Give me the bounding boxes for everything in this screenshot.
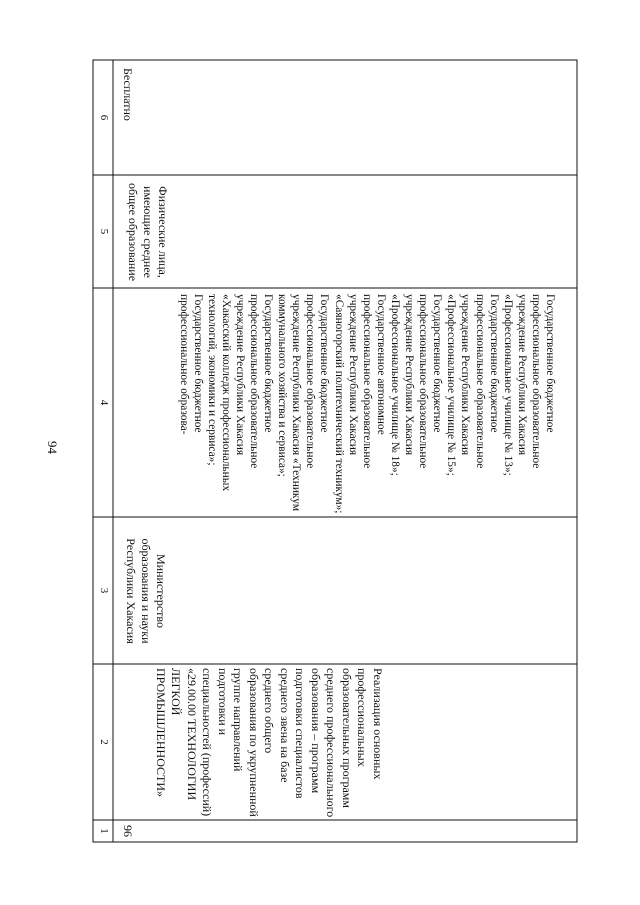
cell-col-3: Министерство образования и науки Республики Хакасия bbox=[124, 538, 168, 644]
cell-col-4: Государственное бюджетное профессиональное образовательное учреждение Республики Хакасия «Профессиональное училище № 13»; Государственное бюджетное профессиональное образовательное учреждение Республики Хакасия «Профессиональное училище № 15»; Государственное бюджетное профессиональное образовательное учреждение Республики Хакасия «Профессиональное училище № 18»; Государственное автономное профессиональное образовательное учреждение Республики Хакасия «Саяногорский политехнический техникум»; Государственное бюджетное профессиональное образовательное учреждение Республики Хакасия «Техникум коммунального хозяйства и сервиса»; Государственное бюджетное профессиональное образовательное учреждение Республики Хакасия «Хакасский колледж профессиональных технологий, экономики и сервиса»; Государственное бюджетное профессиональное образова- bbox=[177, 294, 556, 514]
cell-col-2: Реализация основных профессиональных образовательных программ среднего профессионального образования – программ подготовки специалистов среднего звена на базе среднего общего образования по укрупненной группе направлений подготовки и специальностей (профессий) «29.00.00 ТЕХНОЛОГИИ ЛЕГКОЙ ПРОМЫШЛЕННОСТИ» bbox=[154, 668, 385, 818]
page-number: 94 bbox=[45, 441, 60, 454]
cell-col-1: 96 bbox=[121, 825, 135, 837]
header-col-1: 1 bbox=[98, 828, 110, 834]
header-col-6: 6 bbox=[98, 114, 110, 121]
header-col-5: 5 bbox=[98, 228, 110, 235]
header-col-3: 3 bbox=[98, 587, 110, 594]
header-col-4: 4 bbox=[98, 399, 110, 406]
cell-col-5: Физические лица, имеющие среднее общее образование bbox=[126, 182, 170, 282]
cell-col-6: Бесплатно bbox=[121, 68, 135, 121]
header-col-2: 2 bbox=[98, 739, 110, 745]
